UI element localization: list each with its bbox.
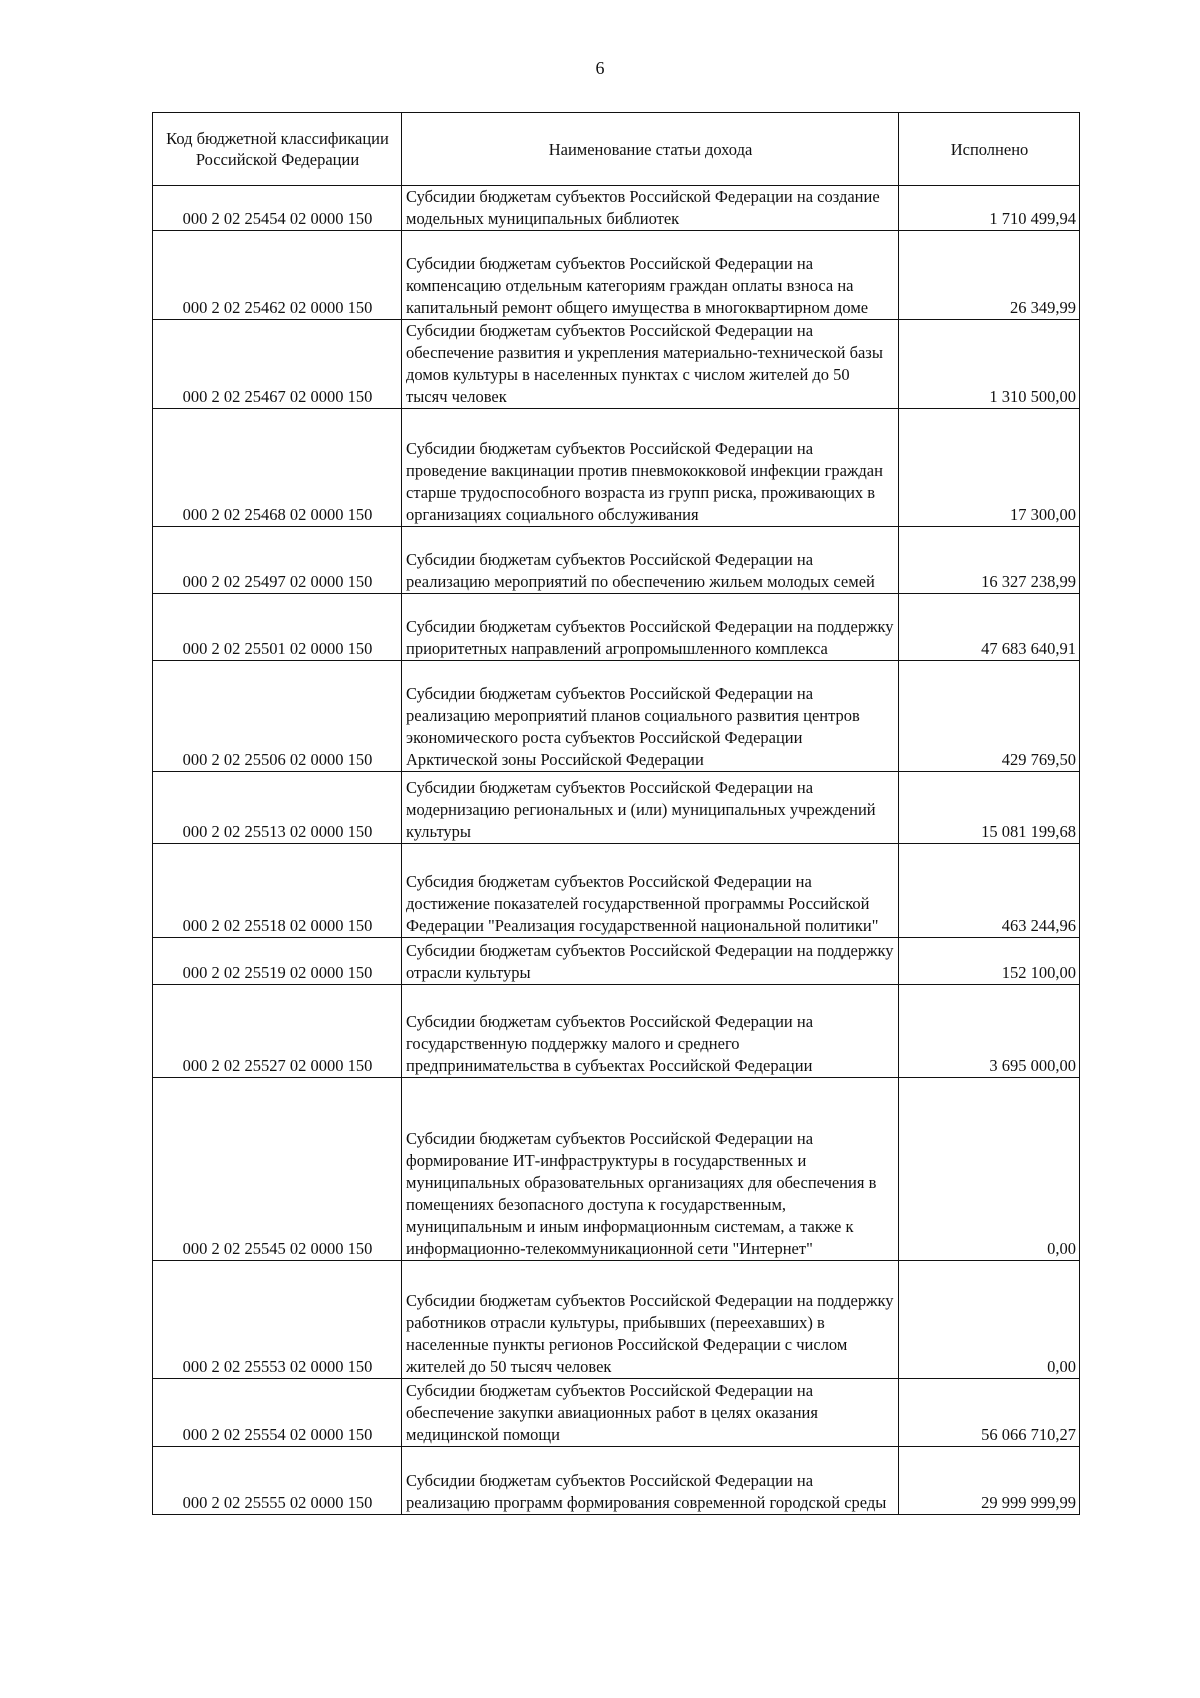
budget-code-cell: 000 2 02 25545 02 0000 150 — [153, 1078, 402, 1261]
revenue-name-cell: Субсидии бюджетам субъектов Российской Федерации на поддержку работников отрасли культуры, прибывших (переехавших) в населенные пункты регионов Российской Федерации с числом жителей до 50 тысяч человек — [402, 1261, 899, 1379]
budget-code-cell: 000 2 02 25497 02 0000 150 — [153, 527, 402, 594]
revenue-name-cell: Субсидии бюджетам субъектов Российской Федерации на формирование ИТ-инфраструктуры в государственных и муниципальных образовательных организациях для обеспечения в помещениях безопасного доступа к государственным, муниципальным и иным информационным системам, а также к информационно-телекоммуникационной сети "Интернет" — [402, 1078, 899, 1261]
revenue-name-cell: Субсидии бюджетам субъектов Российской Федерации на обеспечение развития и укрепления материально-технической базы домов культуры в населенных пунктах с числом жителей до 50 тысяч человек — [402, 320, 899, 409]
table-row — [153, 985, 1080, 1078]
budget-code-cell: 000 2 02 25518 02 0000 150 — [153, 844, 402, 938]
amount-cell: 47 683 640,91 — [899, 594, 1080, 661]
table-row — [153, 1078, 1080, 1261]
table-row — [153, 938, 1080, 985]
revenue-name-cell: Субсидии бюджетам субъектов Российской Федерации на компенсацию отдельным категориям граждан оплаты взноса на капитальный ремонт общего имущества в многоквартирном доме — [402, 231, 899, 320]
amount-cell: 1 310 500,00 — [899, 320, 1080, 409]
budget-code-cell: 000 2 02 25454 02 0000 150 — [153, 186, 402, 231]
budget-code-cell: 000 2 02 25554 02 0000 150 — [153, 1379, 402, 1447]
budget-code-cell: 000 2 02 25467 02 0000 150 — [153, 320, 402, 409]
revenue-name-cell: Субсидии бюджетам субъектов Российской Федерации на реализацию программ формирования современной городской среды — [402, 1447, 899, 1515]
page-number: 6 — [595, 58, 605, 78]
revenue-name-cell: Субсидии бюджетам субъектов Российской Федерации на реализацию мероприятий планов социального развития центров экономического роста субъектов Российской Федерации Арктической зоны Российской Федерации — [402, 661, 899, 772]
revenue-name-cell: Субсидии бюджетам субъектов Российской Федерации на реализацию мероприятий по обеспечению жильем молодых семей — [402, 527, 899, 594]
budget-code-cell: 000 2 02 25513 02 0000 150 — [153, 772, 402, 844]
budget-code-cell: 000 2 02 25468 02 0000 150 — [153, 409, 402, 527]
table-row — [153, 320, 1080, 409]
amount-cell: 429 769,50 — [899, 661, 1080, 772]
revenue-table — [152, 112, 1080, 1515]
amount-cell: 56 066 710,27 — [899, 1379, 1080, 1447]
amount-cell: 152 100,00 — [899, 938, 1080, 985]
amount-cell: 15 081 199,68 — [899, 772, 1080, 844]
table-row — [153, 186, 1080, 231]
revenue-name-cell: Субсидии бюджетам субъектов Российской Федерации на проведение вакцинации против пневмококковой инфекции граждан старше трудоспособного возраста из групп риска, проживающих в организациях социального обслуживания — [402, 409, 899, 527]
header-revenue-name: Наименование статьи дохода — [402, 113, 899, 186]
table-row — [153, 844, 1080, 938]
amount-cell: 463 244,96 — [899, 844, 1080, 938]
revenue-name-cell: Субсидии бюджетам субъектов Российской Федерации на модернизацию региональных и (или) муниципальных учреждений культуры — [402, 772, 899, 844]
revenue-name-cell: Субсидии бюджетам субъектов Российской Федерации на поддержку приоритетных направлений агропромышленного комплекса — [402, 594, 899, 661]
table-row — [153, 594, 1080, 661]
budget-code-cell: 000 2 02 25519 02 0000 150 — [153, 938, 402, 985]
table-row — [153, 1261, 1080, 1379]
revenue-name-cell: Субсидии бюджетам субъектов Российской Федерации на обеспечение закупки авиационных работ в целях оказания медицинской помощи — [402, 1379, 899, 1447]
table-row — [153, 772, 1080, 844]
table-row — [153, 409, 1080, 527]
amount-cell: 29 999 999,99 — [899, 1447, 1080, 1515]
table-row — [153, 661, 1080, 772]
revenue-name-cell: Субсидии бюджетам субъектов Российской Федерации на поддержку отрасли культуры — [402, 938, 899, 985]
amount-cell: 3 695 000,00 — [899, 985, 1080, 1078]
header-budget-code: Код бюджетной классификации Российской Федерации — [153, 113, 402, 186]
header-executed-amount: Исполнено — [899, 113, 1080, 186]
table-header-row — [153, 113, 1080, 186]
revenue-name-cell: Субсидии бюджетам субъектов Российской Федерации на государственную поддержку малого и среднего предпринимательства в субъектах Российской Федерации — [402, 985, 899, 1078]
budget-code-cell: 000 2 02 25501 02 0000 150 — [153, 594, 402, 661]
table-row — [153, 527, 1080, 594]
table-row — [153, 231, 1080, 320]
revenue-name-cell: Субсидия бюджетам субъектов Российской Федерации на достижение показателей государственной программы Российской Федерации "Реализация государственной национальной политики" — [402, 844, 899, 938]
budget-code-cell: 000 2 02 25527 02 0000 150 — [153, 985, 402, 1078]
budget-code-cell: 000 2 02 25553 02 0000 150 — [153, 1261, 402, 1379]
budget-code-cell: 000 2 02 25462 02 0000 150 — [153, 231, 402, 320]
budget-code-cell: 000 2 02 25555 02 0000 150 — [153, 1447, 402, 1515]
amount-cell: 26 349,99 — [899, 231, 1080, 320]
amount-cell: 0,00 — [899, 1261, 1080, 1379]
amount-cell: 17 300,00 — [899, 409, 1080, 527]
amount-cell: 0,00 — [899, 1078, 1080, 1261]
amount-cell: 1 710 499,94 — [899, 186, 1080, 231]
amount-cell: 16 327 238,99 — [899, 527, 1080, 594]
table-row — [153, 1379, 1080, 1447]
table-row — [153, 1447, 1080, 1515]
budget-code-cell: 000 2 02 25506 02 0000 150 — [153, 661, 402, 772]
revenue-name-cell: Субсидии бюджетам субъектов Российской Федерации на создание модельных муниципальных библиотек — [402, 186, 899, 231]
